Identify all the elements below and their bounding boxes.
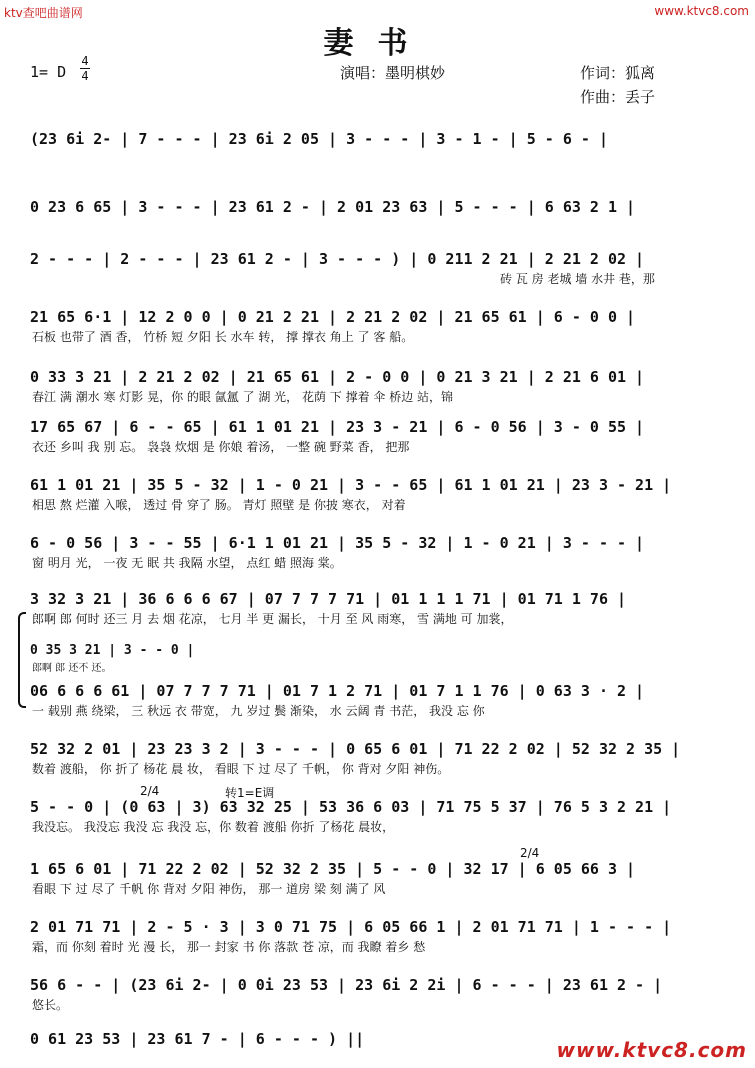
site-logo-watermark: www.ktvc8.com bbox=[556, 1038, 747, 1062]
score-system bbox=[30, 416, 720, 474]
score-system bbox=[30, 738, 720, 796]
lyric-line: 悠长。 bbox=[32, 998, 69, 1012]
time-signature-bottom: 4 bbox=[81, 69, 89, 83]
score-system bbox=[30, 532, 720, 588]
notation-line: 0 33 3 21 | 2 21 2 02 | 21 65 61 | 2 - 0 0 | 0 21 3 21 | 2 21 6 01 | bbox=[30, 368, 645, 386]
repeat-brace bbox=[18, 612, 26, 708]
notation-line: 0 61 23 53 | 23 61 7 - | 6 - - - ) || bbox=[30, 1030, 365, 1048]
score-system bbox=[30, 784, 720, 858]
time-signature-change-final: 2/4 bbox=[520, 846, 540, 860]
score-system bbox=[30, 366, 720, 416]
lyric-line: 春江 满 潮水 寒 灯影 晃，你 的眼 氤氲 了 湖 光， 花荫 下 撑着 伞 桥边 站，锦 bbox=[32, 390, 454, 404]
score-system bbox=[30, 680, 720, 738]
notation-line: 17 65 67 | 6 - - 65 | 61 1 01 21 | 23 3 - 21 | 6 - 0 56 | 3 - 0 55 | bbox=[30, 418, 645, 436]
lyric-line: 郎啊 郎 何时 还三 月 去 烟 花凉， 七月 半 更 漏长， 十月 至 风 雨寒， 雪 满地 可 加裳， bbox=[32, 612, 513, 626]
lyric-line bbox=[30, 218, 720, 236]
score-system bbox=[30, 974, 720, 1028]
score-body bbox=[30, 128, 720, 1068]
lyric-line: 砖 瓦 房 老城 墙 水井 巷，那 bbox=[500, 272, 655, 286]
score-system bbox=[30, 306, 720, 366]
time-signature bbox=[80, 55, 90, 82]
lyric-line: 石板 也带了 酒 香， 竹桥 短 夕阳 长 水车 转， 撑 撑衣 角上 了 客 船。 bbox=[32, 330, 414, 344]
score-system bbox=[30, 640, 720, 680]
notation-line: 0 23 6 65 | 3 - - - | 23 61 2 - | 2 01 23 63 | 5 - - - | 6 63 2 1 | bbox=[30, 198, 636, 216]
notation-line: 2 01 71 71 | 2 - 5 · 3 | 3 0 71 75 | 6 05 66 1 | 2 01 71 71 | 1 - - - | bbox=[30, 918, 672, 936]
time-signature-change: 2/4 bbox=[140, 784, 160, 798]
notation-line: 56 6 - - | (23 6i 2- | 0 0i 23 53 | 23 6i 2 2i | 6 - - - | 23 61 2 - | bbox=[30, 976, 663, 994]
score-system bbox=[30, 196, 720, 248]
notation-line: 6 - 0 56 | 3 - - 55 | 6·1 1 01 21 | 35 5 - 32 | 1 - 0 21 | 3 - - - | bbox=[30, 534, 645, 552]
score-system bbox=[30, 128, 720, 196]
song-title: 妻书 bbox=[323, 26, 432, 61]
notation-line: 2 - - - | 2 - - - | 23 61 2 - | 3 - - - ) | 0 211 2 21 | 2 21 2 02 | bbox=[30, 250, 645, 268]
lyric-line: 数着 渡船， 你 折了 杨花 晨 妆， 看眼 下 过 尽了 千帆， 你 背对 夕阳 神伤。 bbox=[32, 762, 450, 776]
notation-line: 61 1 01 21 | 35 5 - 32 | 1 - 0 21 | 3 - - 65 | 61 1 01 21 | 23 3 - 21 | bbox=[30, 476, 672, 494]
lyric-line: 一 载别 燕 绕梁， 三 秋远 衣 带宽， 九 岁过 鬓 渐染， 水 云阔 青 书茫， 我没 忘 你 bbox=[32, 704, 485, 718]
lyric-line: 窗 明月 光， 一夜 无 眠 共 我隔 水望， 点红 蜡 照海 棠。 bbox=[32, 556, 342, 570]
lyric-line: 我没忘。 我没忘 我没 忘 我没 忘，你 数着 渡船 你折 了杨花 晨妆， bbox=[32, 820, 395, 834]
score-system bbox=[30, 474, 720, 532]
lyric-line bbox=[30, 150, 720, 168]
lyricist-credit: 作词：狐离 bbox=[580, 64, 656, 82]
site-watermark-left: ktv查吧曲谱网 bbox=[4, 6, 83, 20]
score-system bbox=[30, 588, 720, 640]
score-system bbox=[30, 846, 720, 916]
lyric-line: 衣还 乡叫 我 别 忘。 袅袅 炊烟 是 你娘 着汤， 一整 碗 野菜 香， 把那 bbox=[32, 440, 410, 454]
score-system bbox=[30, 916, 720, 974]
notation-line: 5 - - 0 | (0 63 | 3) 63 32 25 | 53 36 6 03 | 71 75 5 37 | 76 5 3 2 21 | bbox=[30, 798, 672, 816]
score-system bbox=[30, 248, 720, 306]
notation-line: 06 6 6 6 61 | 07 7 7 7 71 | 01 7 1 2 71 | 01 7 1 1 76 | 0 63 3 · 2 | bbox=[30, 682, 645, 700]
key-signature: 1= D bbox=[30, 63, 67, 81]
key-change-label: 转1=E调 bbox=[225, 786, 275, 800]
lyric-line: 郎啊 郎 还不 还。 bbox=[32, 663, 112, 674]
composer-credit: 作曲：丢子 bbox=[580, 88, 656, 106]
notation-line: 0 35 3 21 | 3 - - 0 | bbox=[30, 643, 195, 658]
lyric-line: 相思 熬 烂灌 入喉， 透过 骨 穿了 肠。 青灯 照壁 是 你披 寒衣， 对着 bbox=[32, 498, 406, 512]
notation-line: 21 65 6·1 | 12 2 0 0 | 0 21 2 21 | 2 21 2 02 | 21 65 61 | 6 - 0 0 | bbox=[30, 308, 636, 326]
lyric-line: 霜，而 你刻 着时 光 漫 长， 那一 封家 书 你 落款 苍 凉，而 我瞭 着乡 愁 bbox=[32, 940, 426, 954]
time-signature-top: 4 bbox=[81, 54, 89, 68]
lyric-line: 看眼 下 过 尽了 千帆 你 背对 夕阳 神伤， 那一 道房 梁 刻 满了 风 bbox=[32, 882, 386, 896]
site-watermark-right: www.ktvc8.com bbox=[654, 4, 749, 18]
notation-line: 1 65 6 01 | 71 22 2 02 | 52 32 2 35 | 5 - - 0 | 32 17 | 6 05 66 3 | bbox=[30, 860, 636, 878]
singer-credit: 演唱：墨明棋妙 bbox=[340, 64, 446, 82]
notation-line: 52 32 2 01 | 23 23 3 2 | 3 - - - | 0 65 6 01 | 71 22 2 02 | 52 32 2 35 | bbox=[30, 740, 681, 758]
notation-line: (23 6i 2- | 7 - - - | 23 6i 2 05 | 3 - - - | 3 - 1 - | 5 - 6 - | bbox=[30, 130, 608, 148]
notation-line: 3 32 3 21 | 36 6 6 6 67 | 07 7 7 7 71 | 01 1 1 1 71 | 01 71 1 76 | bbox=[30, 590, 627, 608]
